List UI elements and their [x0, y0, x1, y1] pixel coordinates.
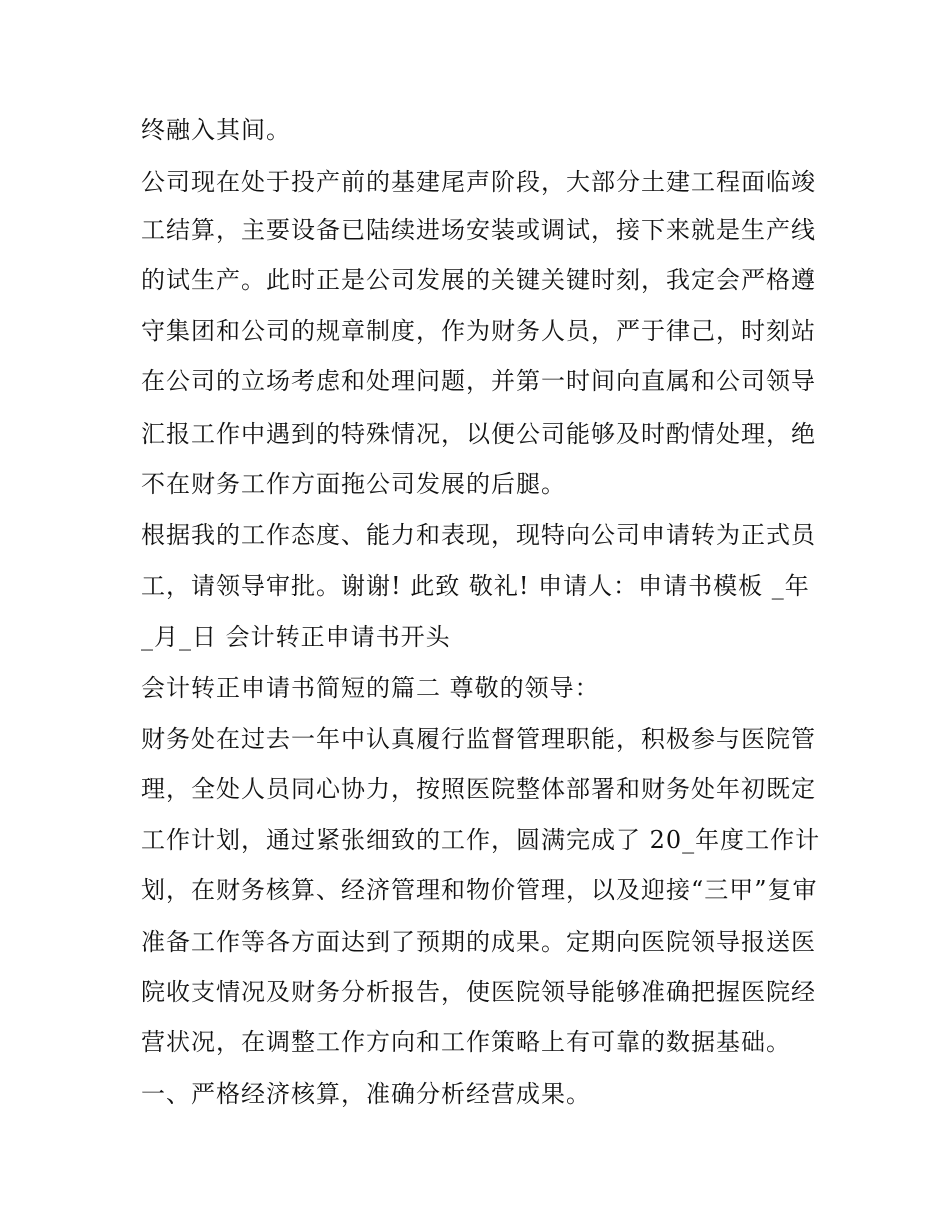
text-line: 院收支情况及财务分析报告，使医院领导能够准确把握医院经	[141, 978, 816, 1006]
text-line: 划，在财务核算、经济管理和物价管理，以及迎接“三甲”复审	[141, 876, 818, 904]
text-line: 工，请领导审批。谢谢! 此致 敬礼! 申请人：申请书模板 _年	[141, 572, 810, 600]
text-line: 工作计划，通过紧张细致的工作，圆满完成了 20_年度工作计	[141, 826, 821, 854]
text-line: _月_日 会计转正申请书开头	[141, 623, 451, 651]
text-line: 营状况，在调整工作方向和工作策略上有可靠的数据基础。	[141, 1028, 791, 1056]
text-line: 不在财务工作方面拖公司发展的后腿。	[141, 470, 566, 498]
text-line: 会计转正申请书简短的篇二 尊敬的领导：	[141, 674, 600, 702]
text-line: 根据我的工作态度、能力和表现，现特向公司申请转为正式员	[141, 521, 816, 549]
text-line: 公司现在处于投产前的基建尾声阶段，大部分土建工程面临竣	[141, 168, 816, 196]
text-line: 一、严格经济核算，准确分析经营成果。	[141, 1080, 591, 1108]
text-line: 汇报工作中遇到的特殊情况，以便公司能够及时酌情处理，绝	[141, 420, 816, 448]
text-line: 在公司的立场考虑和处理问题，并第一时间向直属和公司领导	[141, 367, 816, 395]
text-line: 准备工作等各方面达到了预期的成果。定期向医院领导报送医	[141, 928, 816, 956]
text-line: 的试生产。此时正是公司发展的关键关键时刻，我定会严格遵	[141, 266, 816, 294]
text-line: 终融入其间。	[141, 116, 291, 144]
text-line: 理，全处人员同心协力，按照医院整体部署和财务处年初既定	[141, 775, 816, 803]
text-line: 财务处在过去一年中认真履行监督管理职能，积极参与医院管	[141, 725, 816, 753]
text-line: 守集团和公司的规章制度，作为财务人员，严于律己，时刻站	[141, 317, 816, 345]
text-line: 工结算，主要设备已陆续进场安装或调试，接下来就是生产线	[141, 216, 816, 244]
